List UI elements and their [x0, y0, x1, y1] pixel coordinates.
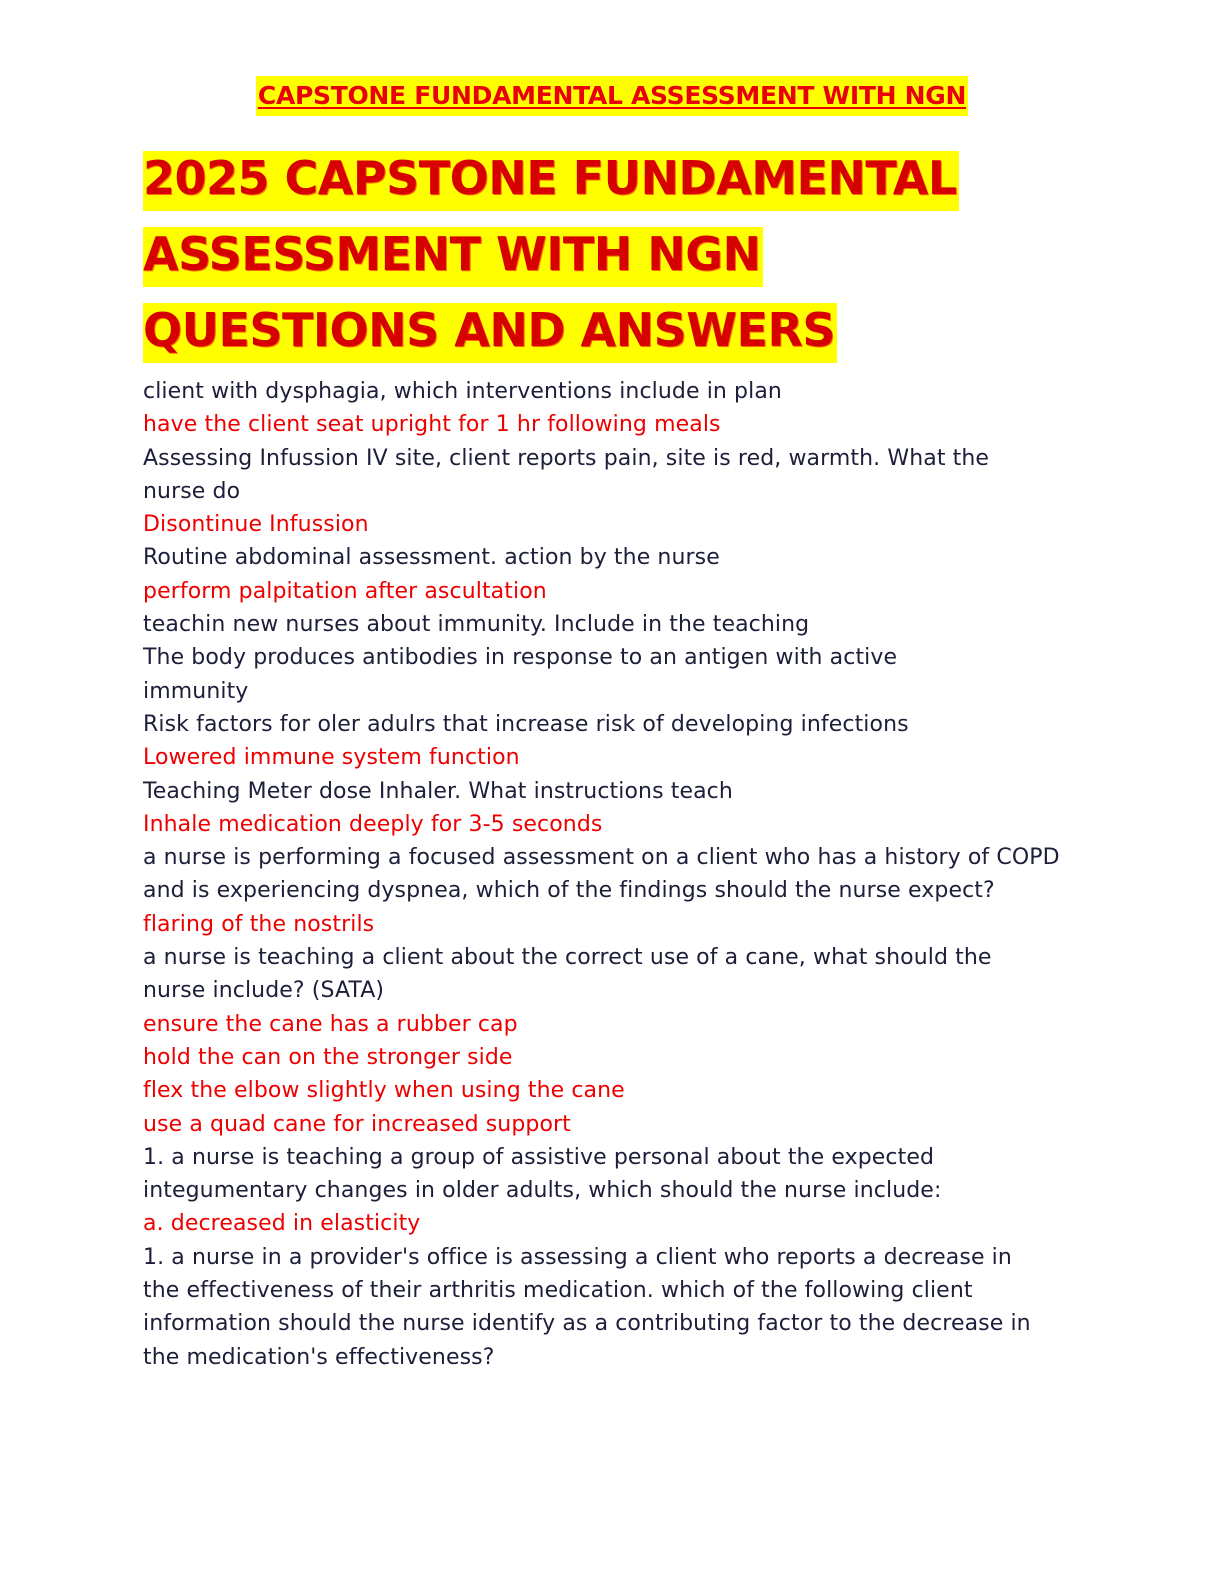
question-line: Teaching Meter dose Inhaler. What instructions teach	[143, 778, 733, 804]
top-title: CAPSTONE FUNDAMENTAL ASSESSMENT WITH NGN	[256, 76, 968, 116]
question-line: Risk factors for oler adulrs that increase risk of developing infections	[143, 711, 909, 737]
answer-line: use a quad cane for increased support	[143, 1111, 571, 1137]
answer-line: flaring of the nostrils	[143, 911, 375, 937]
question-line: a nurse is teaching a client about the correct use of a cane, what should the nurse include? (SATA)	[143, 945, 992, 1004]
question-line: 1. a nurse in a provider's office is assessing a client who reports a decrease in the effectiveness of their arthritis medication. which of the following client information should the nurse identify as a contributing factor to the decrease in the medication's effectiveness?	[143, 1244, 1031, 1370]
answer-line: perform palpitation after ascultation	[143, 578, 547, 604]
answer-line: Lowered immune system function	[143, 745, 520, 771]
question-line: client with dysphagia, which interventions include in plan	[143, 379, 782, 404]
question-line: 1. a nurse is teaching a group of assistive personal about the expected integumentary changes in older adults, which should the nurse include:	[143, 1144, 942, 1204]
answer-line: Inhale medication deeply for 3-5 seconds	[143, 811, 603, 837]
top-title-container	[0, 76, 1224, 116]
answer-line: Disontinue Infussion	[143, 512, 369, 538]
answer-line: ensure the cane has a rubber cap	[143, 1011, 518, 1037]
question-line: Assessing Infussion IV site, client reports pain, site is red, warmth. What the nurse do	[143, 445, 990, 504]
question-line: a nurse is performing a focused assessment on a client who has a history of COPD and is experiencing dyspnea, which of the findings should the nurse expect?	[143, 845, 1060, 904]
answer-line: have the client seat upright for 1 hr following meals	[143, 412, 721, 438]
question-line: teachin new nurses about immunity. Include in the teaching	[143, 612, 810, 638]
question-line: The body produces antibodies in response to an antigen with active immunity	[143, 645, 898, 704]
qa-body	[143, 375, 1083, 1374]
answer-line: flex the elbow slightly when using the cane	[143, 1078, 625, 1104]
question-line: Routine abdominal assessment. action by the nurse	[143, 545, 720, 571]
main-title-text: 2025 CAPSTONE FUNDAMENTAL ASSESSMENT WITH NGN QUESTIONS AND ANSWERS	[143, 151, 959, 363]
answer-line: a. decreased in elasticity	[143, 1211, 421, 1237]
answer-line: hold the can on the stronger side	[143, 1044, 513, 1070]
main-title	[143, 140, 1033, 368]
